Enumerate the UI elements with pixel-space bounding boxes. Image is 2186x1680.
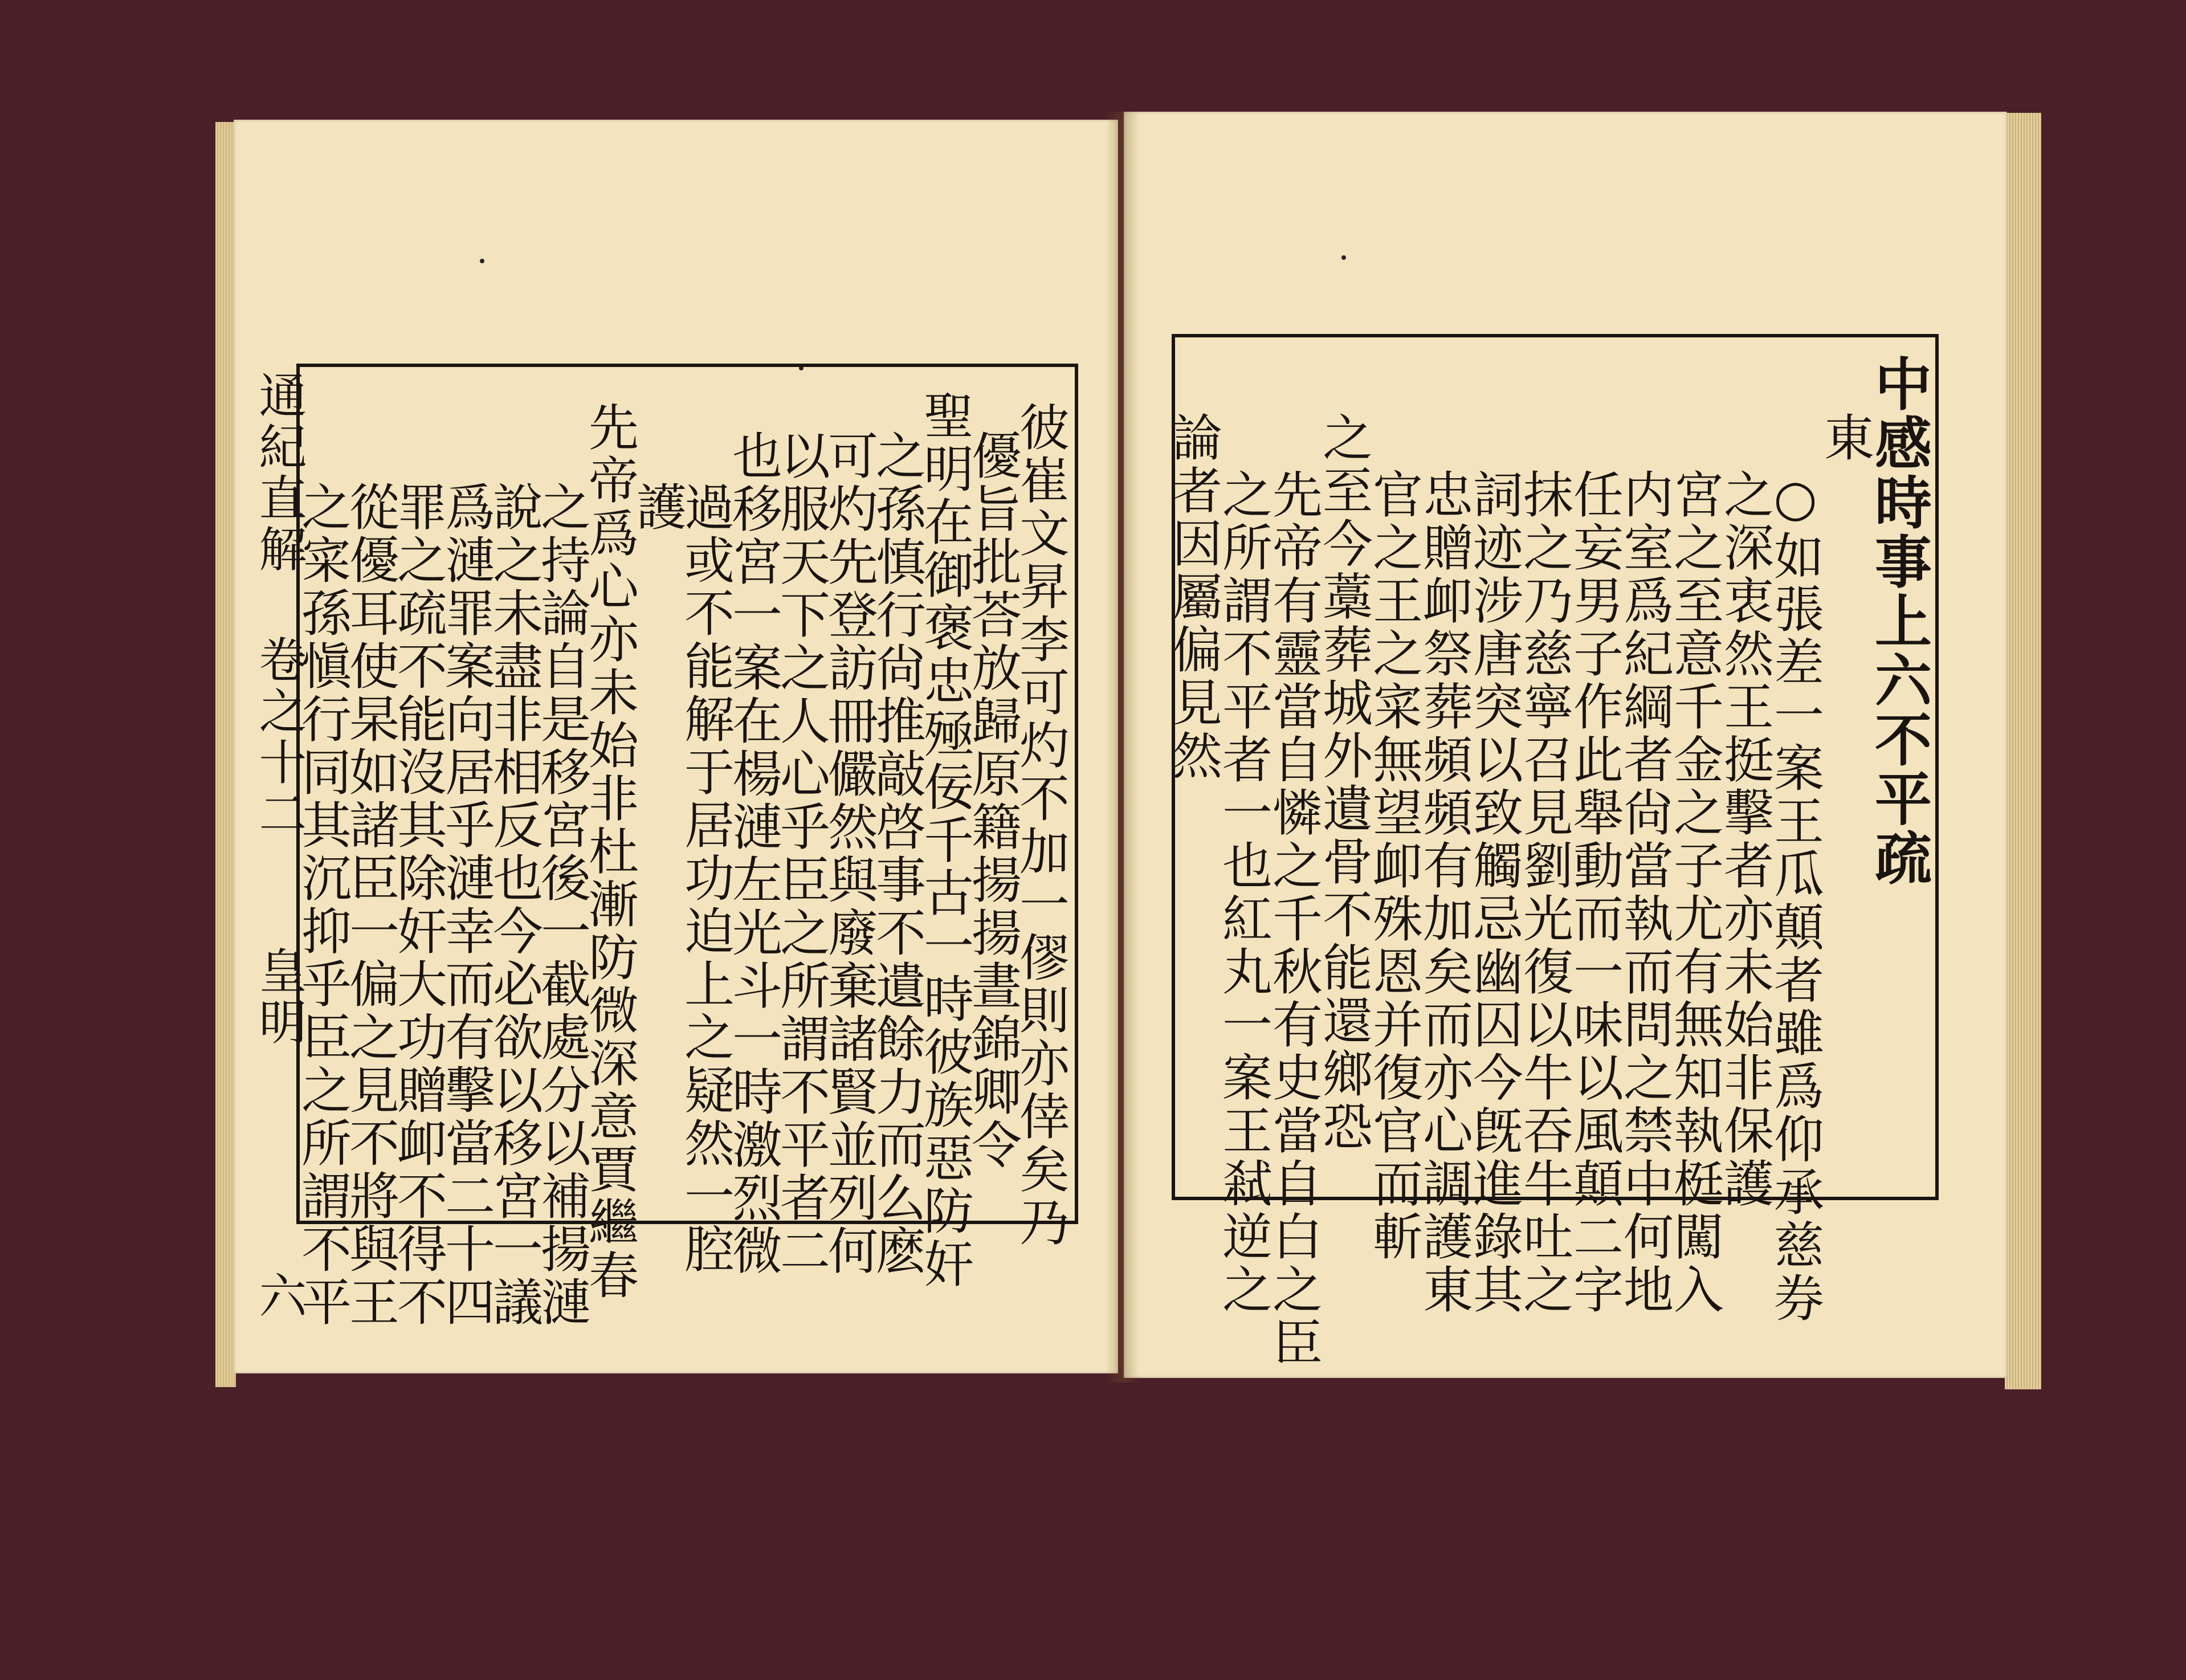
column-text: 先帝有靈當自憐之千秋有史當自白之臣 [1265,468,1323,1369]
column-text: 論者因屬偏見然 [1164,411,1223,782]
margin-page-number: 六 [251,1271,307,1322]
column-text: 内室爲紀綱者尙當執而問之禁中何地 [1616,468,1674,1316]
column-text: 從優耳使杲如諸臣一偏之見不將與王 [341,481,400,1329]
column-text: 可灼先登訪冊儼然與廢棄諸賢並列何 [820,430,879,1278]
column-text: 抹之乃慈寧召見劉光復以牛吞牛吐之 [1515,468,1574,1316]
column-text: 以服天下之人心乎臣之所謂不平者二 [772,430,831,1278]
left-text-frame [293,364,1078,1329]
margin-book-title: 通紀直解 卷之十二 [251,370,307,840]
column-text: 也移宮一案在楊漣左光斗一時激烈微 [724,430,783,1278]
column-text: 之寀孫愼行同其沉抑乎臣之所謂不平 [293,481,352,1329]
column-text: 東 [1816,411,1875,464]
column-text: 彼崔文昇李可灼不加一僇則亦倖矣乃 [1012,401,1070,1249]
section-heading: 中感時事上六不平疏 [1865,354,1932,888]
right-text-frame [1164,334,1939,1369]
column-text: 先帝爲心亦未始非杜漸防微深意賈繼春 [581,401,639,1302]
column-text: 罪之疏不能沒其除奸大功贈卹不得不 [389,481,448,1329]
column-text: 詞迹涉唐突以致觸忌幽囚今旣進錄其 [1465,468,1524,1316]
right-page-edges [2005,113,2041,1389]
ink-speck [480,259,484,263]
column-text: 之孫慎行尙推敲啓事不遺餘力而么麽 [868,430,927,1278]
column-text: ○如張差一案王瓜顛者雖爲仰承慈券 [1766,468,1825,1325]
margin-imprint: 皇明 [251,946,307,1049]
column-text: 過或不能解于居功迫上之疑然一腔 [676,481,735,1276]
column-text: 爲漣罪案向居乎漣幸而有擊當二十四 [437,481,496,1329]
text-column [1164,337,1227,1135]
column-text: 忠贈卹祭葬頻頻有加矣而亦心調護東 [1415,468,1474,1316]
column-text: 之所謂不平者一也紅丸一案王弒逆之 [1214,468,1273,1316]
column-text: 之至今藁葬城外遺骨不能還鄉恐 [1315,411,1373,1153]
column-text: 護 [629,481,687,534]
text-column [293,367,357,1329]
column-text: 聖明在御褒忠殛佞千古一時彼族惡防奸 [916,390,974,1291]
column-text: 之持論自是移宮後一截處分以補揚漣 [533,481,592,1329]
column-text: 優旨批荅放歸原籍揚揚晝錦卿令 [964,430,1022,1172]
column-text: 宮之至意千金之子尤有無知執梃闖入 [1666,468,1724,1316]
column-text: 官之王之寀無望卹殊恩并復官而斬 [1365,468,1424,1263]
column-text: 任妄男子作此舉動而一味以風顛二字 [1565,468,1624,1316]
book-gutter [1106,112,1140,1383]
left-page-edges [215,122,236,1387]
ink-speck [1341,255,1346,260]
column-text: 說之未盡非相反也今必欲以移宮一議 [485,481,544,1329]
column-text: 之深衷然王挺擊者亦未始非保護 [1716,468,1775,1210]
